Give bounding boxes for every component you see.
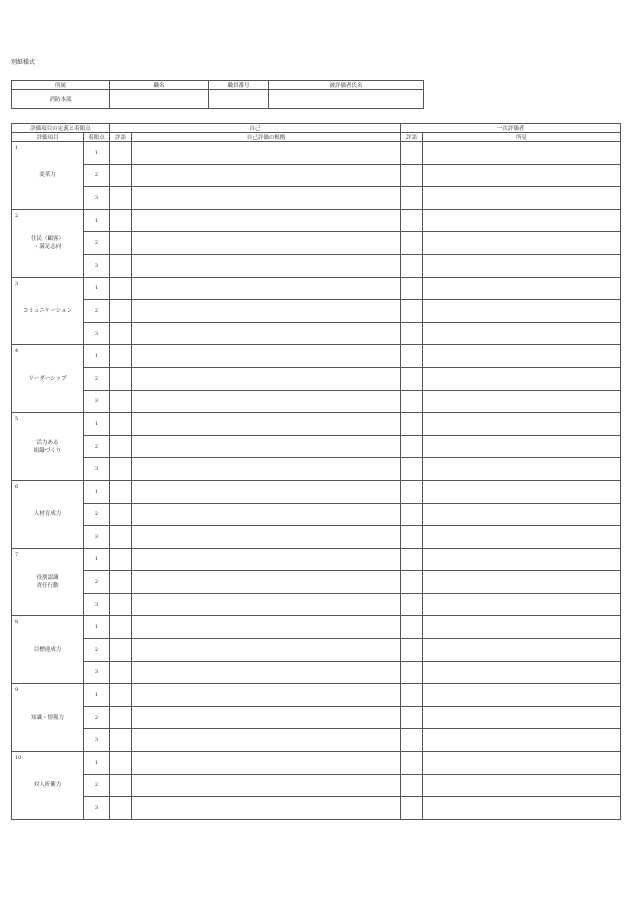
viewpoint-number: 2 — [84, 571, 110, 594]
position-value[interactable] — [110, 90, 209, 109]
evaluator-rating-cell[interactable] — [401, 684, 423, 707]
item-subrow — [12, 548, 621, 571]
item-name: 活力ある 組織づくり — [33, 439, 62, 454]
self-basis-cell[interactable] — [132, 729, 401, 752]
evaluator-comment-cell[interactable] — [423, 503, 621, 526]
item-number: 4 — [15, 348, 19, 355]
self-rating-cell[interactable] — [110, 639, 132, 662]
viewpoint-number: 3 — [84, 322, 110, 345]
item-name: 住民（顧客） ・満足志向 — [30, 236, 64, 251]
item-subrow — [12, 345, 621, 368]
self-basis-cell[interactable] — [132, 593, 401, 616]
evaluator-comment-cell[interactable] — [423, 548, 621, 571]
self-rating-cell[interactable] — [110, 390, 132, 413]
item-subrow — [12, 503, 621, 526]
viewpoint-number: 2 — [84, 435, 110, 458]
self-rating-cell[interactable] — [110, 345, 132, 368]
viewpoint-number: 1 — [84, 752, 110, 775]
evaluator-rating-cell[interactable] — [401, 480, 423, 503]
viewpoint-number: 1 — [84, 616, 110, 639]
evaluator-rating-cell[interactable] — [401, 232, 423, 255]
item-number: 8 — [15, 619, 19, 626]
evaluator-comment-cell[interactable] — [423, 390, 621, 413]
self-basis-cell[interactable] — [132, 345, 401, 368]
viewpoint-number: 2 — [84, 639, 110, 662]
header-employee-number-label: 職員番号 — [209, 81, 269, 90]
self-basis-cell[interactable] — [132, 661, 401, 684]
self-basis-cell[interactable] — [132, 209, 401, 232]
item-number: 10 — [15, 755, 22, 762]
evaluation-table — [11, 123, 621, 820]
self-basis-cell[interactable] — [132, 480, 401, 503]
self-rating-cell[interactable] — [110, 616, 132, 639]
self-rating-cell[interactable] — [110, 367, 132, 390]
evaluator-rating-cell[interactable] — [401, 797, 423, 820]
evaluator-rating-cell[interactable] — [401, 277, 423, 300]
viewpoint-number: 3 — [84, 661, 110, 684]
item-subrow — [12, 774, 621, 797]
item-subrow — [12, 322, 621, 345]
evaluator-comment-cell[interactable] — [423, 526, 621, 549]
viewpoint-number: 3 — [84, 593, 110, 616]
evaluator-comment-column-header: 所見 — [423, 133, 621, 142]
evaluation-item-cell — [12, 413, 84, 481]
self-basis-cell[interactable] — [132, 616, 401, 639]
self-basis-column-header: 自己評価の根拠 — [132, 133, 401, 142]
evaluator-rating-cell[interactable] — [401, 774, 423, 797]
item-subrow — [12, 300, 621, 323]
item-number: 7 — [15, 551, 19, 558]
evaluator-comment-cell[interactable] — [423, 752, 621, 775]
evaluator-rating-cell[interactable] — [401, 752, 423, 775]
viewpoint-number: 1 — [84, 480, 110, 503]
item-subrow — [12, 661, 621, 684]
evaluator-rating-cell[interactable] — [401, 458, 423, 481]
viewpoint-number: 2 — [84, 367, 110, 390]
self-basis-cell[interactable] — [132, 413, 401, 436]
self-rating-cell[interactable] — [110, 254, 132, 277]
evaluator-comment-cell[interactable] — [423, 209, 621, 232]
viewpoint-number: 2 — [84, 164, 110, 187]
self-rating-cell[interactable] — [110, 526, 132, 549]
self-rating-cell[interactable] — [110, 684, 132, 707]
self-rating-cell[interactable] — [110, 571, 132, 594]
evaluator-rating-cell[interactable] — [401, 548, 423, 571]
evaluator-comment-cell[interactable] — [423, 706, 621, 729]
viewpoint-number: 2 — [84, 503, 110, 526]
self-basis-cell[interactable] — [132, 752, 401, 775]
self-rating-cell[interactable] — [110, 661, 132, 684]
self-rating-cell[interactable] — [110, 277, 132, 300]
evaluator-comment-cell[interactable] — [423, 639, 621, 662]
viewpoint-number: 3 — [84, 458, 110, 481]
viewpoint-number: 2 — [84, 774, 110, 797]
evaluator-comment-cell[interactable] — [423, 367, 621, 390]
self-rating-cell[interactable] — [110, 729, 132, 752]
self-basis-cell[interactable] — [132, 232, 401, 255]
header-affiliation-label: 所属 — [12, 81, 110, 90]
viewpoint-number: 2 — [84, 706, 110, 729]
viewpoint-number: 3 — [84, 526, 110, 549]
self-basis-cell[interactable] — [132, 548, 401, 571]
evaluator-rating-cell[interactable] — [401, 142, 423, 165]
self-basis-cell[interactable] — [132, 187, 401, 210]
evaluator-rating-cell[interactable] — [401, 639, 423, 662]
item-subrow — [12, 616, 621, 639]
item-subrow — [12, 209, 621, 232]
item-number: 6 — [15, 483, 19, 490]
viewpoint-number: 1 — [84, 345, 110, 368]
self-rating-cell[interactable] — [110, 774, 132, 797]
item-subrow — [12, 254, 621, 277]
evaluator-comment-cell[interactable] — [423, 571, 621, 594]
item-subrow — [12, 729, 621, 752]
self-basis-cell[interactable] — [132, 639, 401, 662]
self-rating-cell[interactable] — [110, 142, 132, 165]
evaluation-item-cell — [12, 277, 84, 345]
evaluator-comment-cell[interactable] — [423, 277, 621, 300]
item-subrow — [12, 435, 621, 458]
self-rating-cell[interactable] — [110, 480, 132, 503]
evaluator-comment-cell[interactable] — [423, 593, 621, 616]
evaluation-item-cell — [12, 616, 84, 684]
item-name: 役割認識 責任行動 — [36, 575, 59, 590]
evaluation-item-cell — [12, 684, 84, 752]
evaluation-item-cell — [12, 752, 84, 820]
self-group-header: 自己 — [110, 124, 401, 133]
self-rating-cell[interactable] — [110, 752, 132, 775]
definition-group-header: 評価項目の定義と着眼点 — [12, 124, 110, 133]
viewpoint-number: 1 — [84, 548, 110, 571]
evaluator-comment-cell[interactable] — [423, 300, 621, 323]
self-basis-cell[interactable] — [132, 435, 401, 458]
self-basis-cell[interactable] — [132, 164, 401, 187]
viewpoint-number: 3 — [84, 187, 110, 210]
evaluator-comment-cell[interactable] — [423, 616, 621, 639]
self-basis-cell[interactable] — [132, 684, 401, 707]
self-basis-cell[interactable] — [132, 277, 401, 300]
evaluator-rating-cell[interactable] — [401, 413, 423, 436]
evaluator-rating-cell[interactable] — [401, 187, 423, 210]
self-basis-cell[interactable] — [132, 571, 401, 594]
evaluator-rating-cell[interactable] — [401, 616, 423, 639]
evaluator-rating-cell[interactable] — [401, 254, 423, 277]
evaluator-rating-cell[interactable] — [401, 571, 423, 594]
item-name: 人材育成力 — [33, 511, 62, 518]
self-basis-cell[interactable] — [132, 254, 401, 277]
evaluation-item-cell — [12, 480, 84, 548]
item-name: コミュニケーション — [22, 307, 73, 314]
viewpoint-number: 3 — [84, 729, 110, 752]
item-subrow — [12, 390, 621, 413]
self-rating-cell[interactable] — [110, 413, 132, 436]
self-rating-cell[interactable] — [110, 458, 132, 481]
viewpoint-number: 3 — [84, 390, 110, 413]
evaluator-rating-cell[interactable] — [401, 503, 423, 526]
evaluator-rating-cell[interactable] — [401, 300, 423, 323]
evaluator-group-header: 一次評価者 — [401, 124, 621, 133]
item-subrow — [12, 480, 621, 503]
item-subrow — [12, 684, 621, 707]
item-name: 目標達成力 — [33, 646, 62, 653]
self-rating-column-header: 評語 — [110, 133, 132, 142]
evaluator-rating-cell[interactable] — [401, 345, 423, 368]
evaluator-rating-column-header: 評語 — [401, 133, 423, 142]
viewpoint-number: 1 — [84, 277, 110, 300]
item-name: 変革力 — [39, 172, 56, 179]
self-basis-cell[interactable] — [132, 503, 401, 526]
evaluator-comment-cell[interactable] — [423, 729, 621, 752]
item-subrow — [12, 797, 621, 820]
item-number: 3 — [15, 280, 19, 287]
self-basis-cell[interactable] — [132, 458, 401, 481]
item-subrow — [12, 458, 621, 481]
item-subrow — [12, 277, 621, 300]
evaluator-rating-cell[interactable] — [401, 322, 423, 345]
self-rating-cell[interactable] — [110, 503, 132, 526]
item-number: 1 — [15, 145, 19, 151]
viewpoint-number: 1 — [84, 684, 110, 707]
header-position-label: 職名 — [110, 81, 209, 90]
evaluator-rating-cell[interactable] — [401, 390, 423, 413]
self-basis-cell[interactable] — [132, 367, 401, 390]
evaluation-item-cell — [12, 548, 84, 616]
evaluator-comment-cell[interactable] — [423, 661, 621, 684]
evaluator-comment-cell[interactable] — [423, 142, 621, 165]
evaluation-item-cell — [12, 345, 84, 413]
item-subrow — [12, 164, 621, 187]
self-basis-cell[interactable] — [132, 797, 401, 820]
item-subrow — [12, 752, 621, 775]
viewpoint-column-header: 着眼点 — [84, 133, 110, 142]
self-rating-cell[interactable] — [110, 548, 132, 571]
evaluator-rating-cell[interactable] — [401, 729, 423, 752]
self-rating-cell[interactable] — [110, 435, 132, 458]
evaluator-comment-cell[interactable] — [423, 413, 621, 436]
viewpoint-number: 2 — [84, 232, 110, 255]
self-rating-cell[interactable] — [110, 593, 132, 616]
evaluator-comment-cell[interactable] — [423, 232, 621, 255]
self-rating-cell[interactable] — [110, 300, 132, 323]
employee-number-value[interactable] — [209, 90, 269, 109]
viewpoint-number: 1 — [84, 413, 110, 436]
evaluator-rating-cell[interactable] — [401, 526, 423, 549]
evaluator-comment-cell[interactable] — [423, 797, 621, 820]
self-basis-cell[interactable] — [132, 526, 401, 549]
evaluator-rating-cell[interactable] — [401, 164, 423, 187]
evaluator-rating-cell[interactable] — [401, 706, 423, 729]
item-column-header: 評価項目 — [12, 133, 84, 142]
evaluation-item-cell — [12, 142, 84, 210]
self-rating-cell[interactable] — [110, 322, 132, 345]
evaluator-comment-cell[interactable] — [423, 435, 621, 458]
evaluatee-name-value[interactable] — [269, 90, 424, 109]
evaluator-rating-cell[interactable] — [401, 435, 423, 458]
evaluator-comment-cell[interactable] — [423, 254, 621, 277]
self-rating-cell[interactable] — [110, 706, 132, 729]
evaluator-comment-cell[interactable] — [423, 458, 621, 481]
item-subrow — [12, 232, 621, 255]
self-basis-cell[interactable] — [132, 706, 401, 729]
item-subrow — [12, 142, 621, 165]
evaluator-rating-cell[interactable] — [401, 209, 423, 232]
item-number: 5 — [15, 416, 19, 423]
item-subrow — [12, 367, 621, 390]
evaluator-comment-cell[interactable] — [423, 164, 621, 187]
self-rating-cell[interactable] — [110, 187, 132, 210]
item-name: 知識・情報力 — [30, 714, 64, 721]
item-subrow — [12, 526, 621, 549]
evaluator-comment-cell[interactable] — [423, 187, 621, 210]
viewpoint-number: 2 — [84, 300, 110, 323]
affiliation-value[interactable]: 消防本部 — [12, 90, 110, 109]
item-number: 2 — [15, 212, 19, 219]
self-rating-cell[interactable] — [110, 797, 132, 820]
self-basis-cell[interactable] — [132, 774, 401, 797]
self-rating-cell[interactable] — [110, 164, 132, 187]
form-label: 別紙様式 — [11, 59, 36, 66]
item-subrow — [12, 571, 621, 594]
item-name: リーダーシップ — [28, 375, 67, 382]
evaluator-comment-cell[interactable] — [423, 480, 621, 503]
self-rating-cell[interactable] — [110, 232, 132, 255]
evaluator-rating-cell[interactable] — [401, 661, 423, 684]
item-subrow — [12, 413, 621, 436]
evaluator-comment-cell[interactable] — [423, 345, 621, 368]
item-subrow — [12, 593, 621, 616]
evaluator-comment-cell[interactable] — [423, 684, 621, 707]
evaluation-item-cell — [12, 209, 84, 277]
evaluator-comment-cell[interactable] — [423, 322, 621, 345]
item-subrow — [12, 706, 621, 729]
header-evaluatee-name-label: 被評価者氏名 — [269, 81, 424, 90]
viewpoint-number: 1 — [84, 209, 110, 232]
self-basis-cell[interactable] — [132, 300, 401, 323]
evaluator-rating-cell[interactable] — [401, 367, 423, 390]
evaluator-comment-cell[interactable] — [423, 774, 621, 797]
evaluator-rating-cell[interactable] — [401, 593, 423, 616]
viewpoint-number: 1 — [84, 142, 110, 165]
self-basis-cell[interactable] — [132, 142, 401, 165]
viewpoint-number: 3 — [84, 254, 110, 277]
item-number: 9 — [15, 687, 19, 694]
item-subrow — [12, 639, 621, 662]
self-rating-cell[interactable] — [110, 209, 132, 232]
self-basis-cell[interactable] — [132, 322, 401, 345]
self-basis-cell[interactable] — [132, 390, 401, 413]
item-subrow — [12, 187, 621, 210]
viewpoint-number: 3 — [84, 797, 110, 820]
employee-info-table — [11, 80, 424, 109]
item-name: 対人折衝力 — [33, 782, 62, 789]
